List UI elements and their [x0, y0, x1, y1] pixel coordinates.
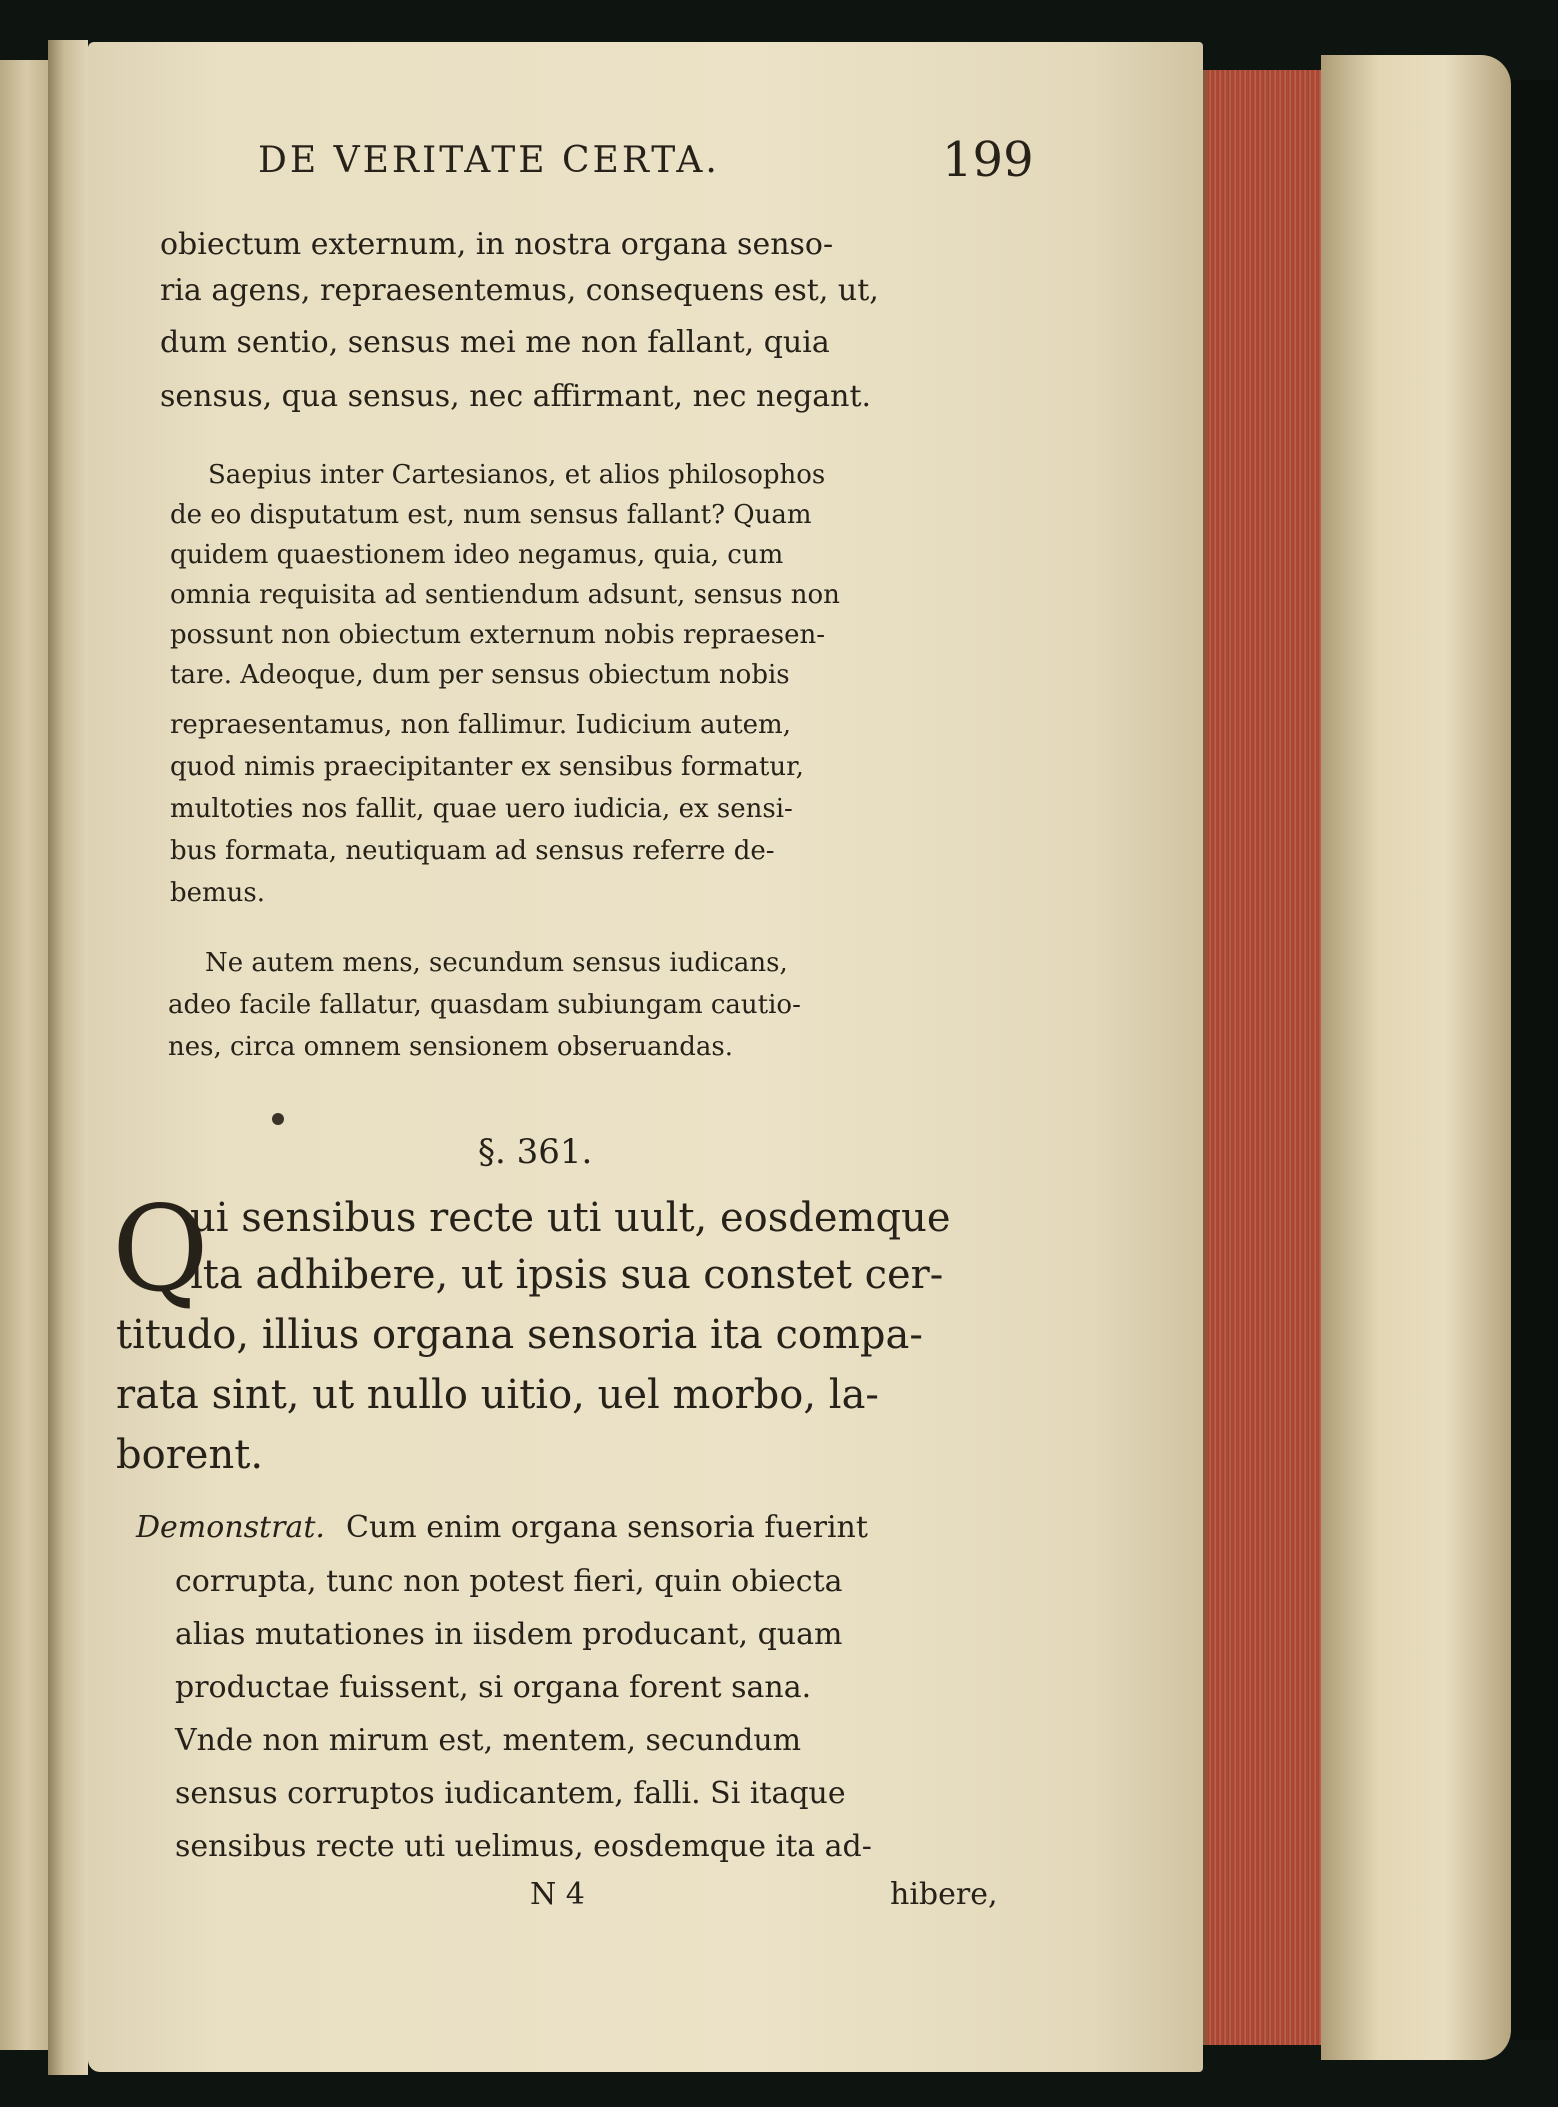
para2-line: Saepius inter Cartesianos, et alios philosophos — [208, 460, 826, 490]
cover-shadow — [1511, 80, 1558, 2040]
drop-cap: Q — [112, 1180, 209, 1318]
para3-line: Ne autem mens, secundum sensus iudicans, — [205, 948, 788, 978]
demonstratio-line: productae fuissent, si organa forent sana. — [175, 1670, 812, 1705]
demonstratio-label: Demonstrat. — [136, 1510, 325, 1545]
ink-spot — [272, 1113, 284, 1125]
para2-line: de eo disputatum est, num sensus fallant? Quam — [170, 500, 812, 530]
theorem-line: ui sensibus recte uti uult, eosdemque — [190, 1195, 951, 1241]
page-number: 199 — [942, 132, 1034, 188]
demonstratio-line: corrupta, tunc non potest fieri, quin obiecta — [175, 1564, 843, 1599]
para2-line: omnia requisita ad sentiendum adsunt, sensus non — [170, 580, 840, 610]
para1-line: dum sentio, sensus mei me non fallant, quia — [160, 325, 830, 360]
catchword: hibere, — [890, 1877, 998, 1912]
para3-line: nes, circa omnem sensionem obseruandas. — [168, 1032, 734, 1062]
para2-line: possunt non obiectum externum nobis repraesen- — [170, 620, 825, 650]
para3-line: adeo facile fallatur, quasdam subiungam cautio- — [168, 990, 801, 1020]
demonstratio-line: sensus corruptos iudicantem, falli. Si itaque — [175, 1776, 846, 1811]
demonstratio-line: alias mutationes in iisdem producant, quam — [175, 1617, 843, 1652]
section-heading: §. 361. — [478, 1132, 593, 1172]
theorem-line: rata sint, ut nullo uitio, uel morbo, la- — [116, 1372, 879, 1418]
para2-line: multoties nos fallit, quae uero iudicia, ex sensi- — [170, 794, 793, 824]
para2-line: repraesentamus, non fallimur. Iudicium autem, — [170, 710, 791, 740]
demonstratio-line: Cum enim organa sensoria fuerint — [346, 1510, 868, 1545]
demonstratio-line: sensibus recte uti uelimus, eosdemque ita ad- — [175, 1829, 872, 1864]
para1-line: obiectum externum, in nostra organa senso- — [160, 227, 834, 262]
demonstratio-line: Vnde non mirum est, mentem, secundum — [175, 1723, 802, 1758]
signature-mark: N 4 — [530, 1877, 585, 1912]
para2-line: tare. Adeoque, dum per sensus obiectum nobis — [170, 660, 790, 690]
para2-line: quod nimis praecipitanter ex sensibus formatur, — [170, 752, 804, 782]
para2-line: quidem quaestionem ideo negamus, quia, cum — [170, 540, 784, 570]
book-gutter — [48, 40, 88, 2075]
red-page-edges — [1203, 70, 1325, 2045]
para2-line: bus formata, neutiquam ad sensus referre de- — [170, 836, 775, 866]
running-title: DE VERITATE CERTA. — [258, 140, 720, 181]
theorem-line: ita adhibere, ut ipsis sua constet cer- — [190, 1252, 944, 1298]
theorem-line: borent. — [116, 1432, 264, 1478]
theorem-line: titudo, illius organa sensoria ita compa- — [116, 1312, 923, 1358]
left-page-edge — [0, 60, 48, 2050]
para2-line: bemus. — [170, 878, 266, 908]
book-cover — [1321, 55, 1511, 2060]
para1-line: sensus, qua sensus, nec affirmant, nec negant. — [160, 379, 872, 414]
para1-line: ria agens, repraesentemus, consequens est, ut, — [160, 273, 879, 308]
